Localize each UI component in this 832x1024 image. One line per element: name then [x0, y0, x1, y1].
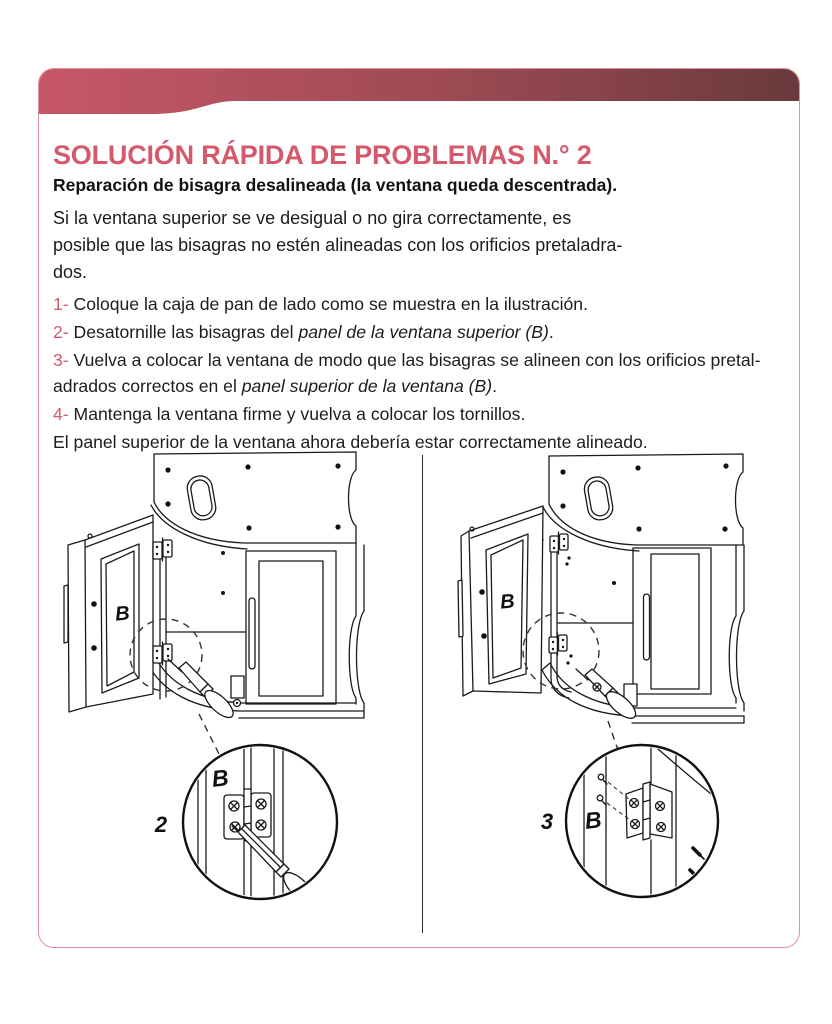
door-handle-bar	[249, 598, 255, 669]
hinge-icon	[153, 538, 172, 561]
figure-number-label: 2	[154, 812, 168, 837]
step-text: Coloque la caja de pan de lado como se muestra en la ilustración.	[73, 294, 588, 314]
closing-text: El panel superior de la ventana ahora debería estar correctamente alineado.	[53, 432, 648, 452]
step-4	[53, 401, 775, 427]
illustration-divider	[422, 455, 423, 933]
step-number: 3-	[53, 350, 69, 370]
detail-circle	[183, 745, 337, 908]
step-1	[53, 291, 775, 317]
hinge-icon	[550, 532, 568, 554]
hinge-icon	[549, 633, 567, 655]
door-label-b: B	[499, 590, 516, 614]
intro-line: Si la ventana superior se ve desigual o no gira correctamente, es	[53, 208, 572, 228]
door-handle-bar	[644, 594, 650, 660]
breadbox-illustration-left	[61, 446, 421, 941]
instruction-card	[38, 68, 800, 948]
callout-leader-line	[608, 721, 618, 750]
intro-line: posible que las bisagras no estén alineadas con los orificios pretaladra-	[53, 235, 623, 255]
step-text: Desatornille las bisagras del	[73, 322, 299, 342]
latch-bracket	[231, 676, 244, 698]
intro-paragraph	[53, 205, 775, 286]
door-label-b: B	[114, 602, 131, 626]
step-number: 2-	[53, 322, 69, 342]
page-title: SOLUCIÓN RÁPIDA DE PROBLEMAS N.° 2	[53, 140, 592, 170]
step-text: adrados correctos en el	[53, 376, 242, 396]
detail-label-b: B	[210, 764, 230, 792]
breadbox-illustration-right	[446, 446, 800, 941]
door-panel	[458, 506, 543, 696]
step-text-italic: panel de la ventana superior (B)	[298, 322, 549, 342]
breadbox	[147, 452, 364, 718]
step-text: Mantenga la ventana firme y vuelva a colocar los tornillos.	[73, 404, 526, 424]
intro-line: dos.	[53, 262, 88, 282]
figure-number-label: 3	[540, 809, 554, 834]
illustrations-area	[39, 446, 800, 948]
detail-circle	[566, 745, 718, 898]
text-content	[53, 114, 775, 455]
callout-leader-line	[199, 714, 219, 754]
steps-list	[53, 291, 775, 427]
header-band	[39, 69, 800, 115]
step-number: 1-	[53, 294, 69, 314]
screwdriver-icon	[168, 659, 237, 722]
band-swoosh-shape	[39, 69, 800, 114]
step-2: 2- Desatornille las bisagras del panel de la ventana superior (B).	[53, 322, 554, 342]
step-3: 3- Vuelva a colocar la ventana de modo que las bisagras se alineen con los orificios pretal- adrados correctos en el panel superior de la ventana (B).	[53, 350, 761, 396]
step-text-italic: panel superior de la ventana (B)	[241, 376, 493, 396]
detail-label-b: B	[583, 806, 603, 834]
hinge-icon	[153, 642, 172, 665]
breadbox	[538, 454, 744, 723]
subtitle: Reparación de bisagra desalineada (la ventana queda descentrada).	[53, 175, 618, 195]
step-number: 4-	[53, 404, 69, 424]
step-text: Vuelva a colocar la ventana de modo que las bisagras se alineen con los orificios pretal-	[73, 350, 761, 370]
door-panel	[64, 515, 153, 712]
